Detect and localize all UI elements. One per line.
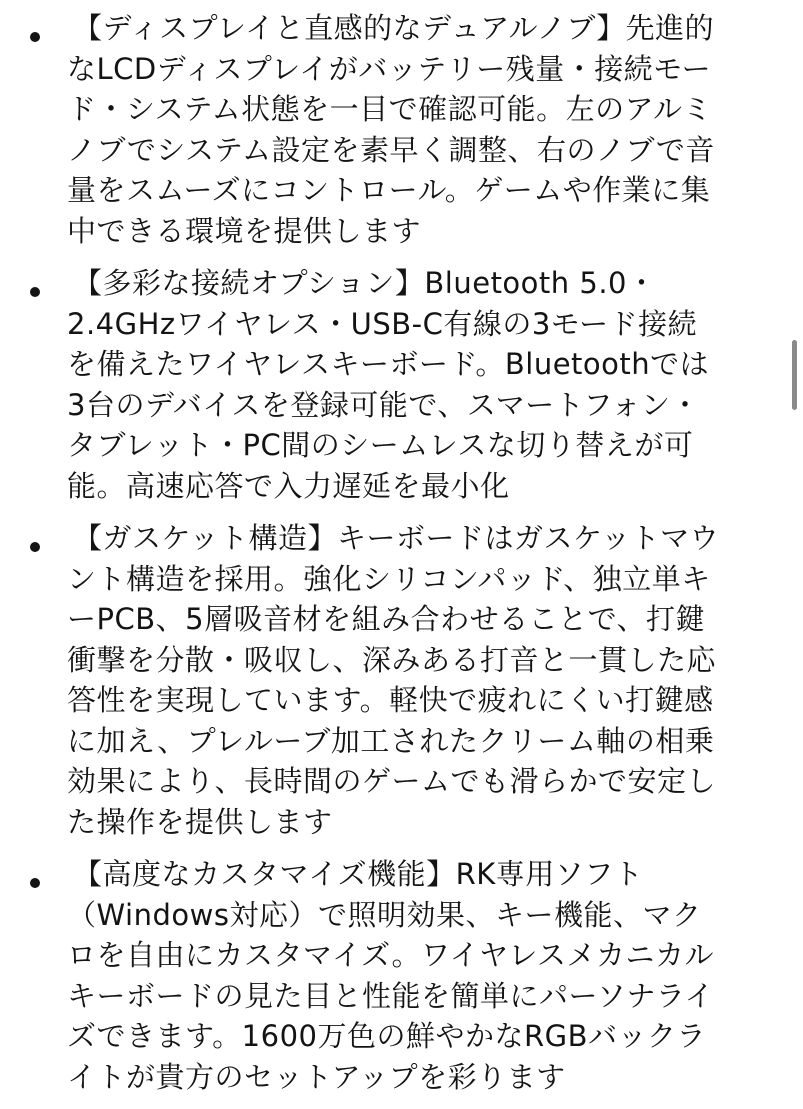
feature-text-line: 【ガスケット構造】キーボードはガスケットマウ xyxy=(73,521,720,555)
feature-text-line: 2.4GHzワイヤレス・USB-C有線の3モード接続 xyxy=(67,306,698,341)
feature-list xyxy=(0,8,803,1109)
feature-text-line: 【多彩な接続オプション】Bluetooth 5.0・ xyxy=(73,266,657,300)
feature-text-line: （Windows対応）で照明効果、キー機能、マク xyxy=(67,897,702,932)
feature-text-line: 【ディスプレイと直感的なデュアルノブ】先進的 xyxy=(73,11,715,45)
feature-text-line: た操作を提供します xyxy=(67,804,333,839)
list-item xyxy=(0,518,803,842)
feature-text-line: ノブでシステム設定を素早く調整、右のノブで音 xyxy=(67,132,715,167)
list-item xyxy=(0,854,803,1097)
feature-text-line: 中できる環境を提供します xyxy=(67,213,422,248)
feature-text-line: タブレット・PC間のシームレスな切り替えが可 xyxy=(67,428,694,462)
feature-text-line: キーボードの見た目と性能を簡単にパーソナライ xyxy=(67,978,714,1013)
feature-text-line: 量をスムーズにコントロール。ゲームや作業に集 xyxy=(67,173,711,207)
feature-text-line: 【高度なカスタマイズ機能】RK専用ソフト xyxy=(73,857,644,891)
feature-text-line: 能。高速応答で入力遅延を最小化 xyxy=(67,468,510,503)
feature-text-line: 衝撃を分散・吸収し、深みある打音と一貫した応 xyxy=(67,642,717,677)
feature-text-line: イトが貴方のセットアップを彩ります xyxy=(67,1059,566,1094)
feature-text-line: ド・システム状態を一目で確認可能。左のアルミ xyxy=(67,92,712,126)
feature-text-line: を備えたワイヤレスキーボード。Bluetoothでは xyxy=(67,347,710,381)
feature-text-line: ズできます。1600万色の鮮やかなRGBバックラ xyxy=(67,1019,707,1053)
feature-text-line: ーPCB、5層吸音材を組み合わせることで、打鍵 xyxy=(67,602,706,636)
feature-text-line: 効果により、長時間のゲームでも滑らかで安定し xyxy=(67,764,717,798)
feature-text-line: 3台のデバイスを登録可能で、スマートフォン・ xyxy=(67,387,700,422)
feature-text-line: 答性を実現しています。軽快で疲れにくい打鍵感 xyxy=(67,683,714,717)
feature-text-line: に加え、プレルーブ加工されたクリーム軸の相乗 xyxy=(67,723,715,758)
scrollbar[interactable] xyxy=(792,340,797,410)
feature-text-line: ロを自由にカスタマイズ。ワイヤレスメカニカル xyxy=(67,938,714,972)
feature-text-line: ント構造を採用。強化シリコンパッド、独立単キ xyxy=(67,561,711,596)
list-item xyxy=(0,263,803,506)
feature-text-line: なLCDディスプレイがバッテリー残量・接続モー xyxy=(67,51,712,86)
list-item xyxy=(0,8,803,251)
